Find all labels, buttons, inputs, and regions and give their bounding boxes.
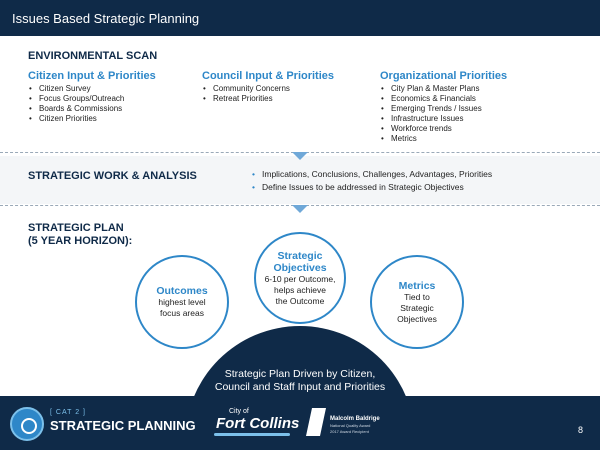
list-item: • Emerging Trends / Issues	[380, 104, 507, 114]
list-item: • Infrastructure Issues	[380, 114, 507, 124]
strategic-plan-title	[28, 222, 132, 248]
list-item: • Community Concerns	[202, 84, 334, 94]
list-item: • Metrics	[380, 134, 507, 144]
category-label: [ CAT 2 ]	[50, 409, 86, 416]
environmental-scan-title: ENVIRONMENTAL SCAN	[28, 50, 158, 62]
column-heading: Organizational Priorities	[380, 70, 508, 82]
objectives-desc: 6-10 per Outcome,	[264, 273, 336, 284]
outcomes-title: Outcomes	[156, 285, 208, 297]
metrics-desc: Strategic	[400, 302, 434, 313]
objectives-title: Strategic	[277, 249, 323, 262]
list-item: • Focus Groups/Outreach	[28, 94, 156, 104]
city-logo-name: Fort Collins	[216, 415, 300, 432]
organizational-priorities-column	[380, 70, 507, 144]
arrow-down-icon	[292, 205, 308, 213]
metrics-title: Metrics	[398, 279, 436, 292]
metrics-desc: Objectives	[397, 313, 437, 324]
baldrige-award-recipient: 2017 Award Recipient	[330, 429, 369, 434]
city-logo-small-text: City of	[229, 408, 249, 415]
strategic-work-title: STRATEGIC WORK & ANALYSIS	[28, 170, 197, 182]
metrics-desc: Tied to	[404, 291, 430, 302]
list-item: • Citizen Priorities	[28, 114, 156, 124]
strategic-plan-title-line: STRATEGIC PLAN	[28, 222, 124, 234]
list-item: • Implications, Conclusions, Challenges, Advantages, Priorities	[252, 168, 492, 181]
column-heading: Council Input & Priorities	[202, 70, 335, 82]
outcomes-circle	[135, 255, 229, 349]
program-name: STRATEGIC PLANNING	[50, 418, 196, 433]
foundation-line: Council and Staff Input and Priorities	[214, 381, 386, 393]
arrow-down-icon	[292, 152, 308, 160]
foundation-text	[185, 368, 415, 394]
list-item: • Citizen Survey	[28, 84, 156, 94]
strategic-plan-horizon-line: (5 YEAR HORIZON):	[28, 235, 133, 247]
foundation-line: Strategic Plan Driven by Citizen,	[224, 368, 376, 380]
list-item: • City Plan & Master Plans	[380, 84, 507, 94]
list-item: • Define Issues to be addressed in Strategic Objectives	[252, 181, 492, 194]
citizen-input-column	[28, 70, 156, 124]
objectives-desc: the Outcome	[275, 295, 325, 306]
list-item: • Boards & Commissions	[28, 104, 156, 114]
baldrige-award-title: Malcolm Baldrige	[330, 416, 380, 422]
strategic-planning-emblem-icon	[10, 407, 44, 441]
council-input-column	[202, 70, 334, 104]
column-heading: Citizen Input & Priorities	[28, 70, 156, 82]
city-logo-swoosh-icon	[214, 433, 290, 436]
outcomes-desc: focus areas	[160, 308, 204, 318]
objectives-circle	[254, 232, 346, 324]
page-number: 8	[578, 425, 584, 435]
list-item: • Workforce trends	[380, 124, 507, 134]
outcomes-desc: highest level	[158, 297, 206, 307]
list-item: • Economics & Financials	[380, 94, 507, 104]
objectives-title: Objectives	[273, 261, 327, 274]
slide-title: Issues Based Strategic Planning	[12, 11, 200, 26]
objectives-desc: helps achieve	[274, 284, 326, 295]
list-item: • Retreat Priorities	[202, 94, 334, 104]
metrics-circle	[370, 255, 464, 349]
header-bar	[0, 0, 600, 36]
strategic-work-list	[252, 168, 492, 194]
baldrige-award-subtitle: National Quality Award	[330, 423, 371, 428]
